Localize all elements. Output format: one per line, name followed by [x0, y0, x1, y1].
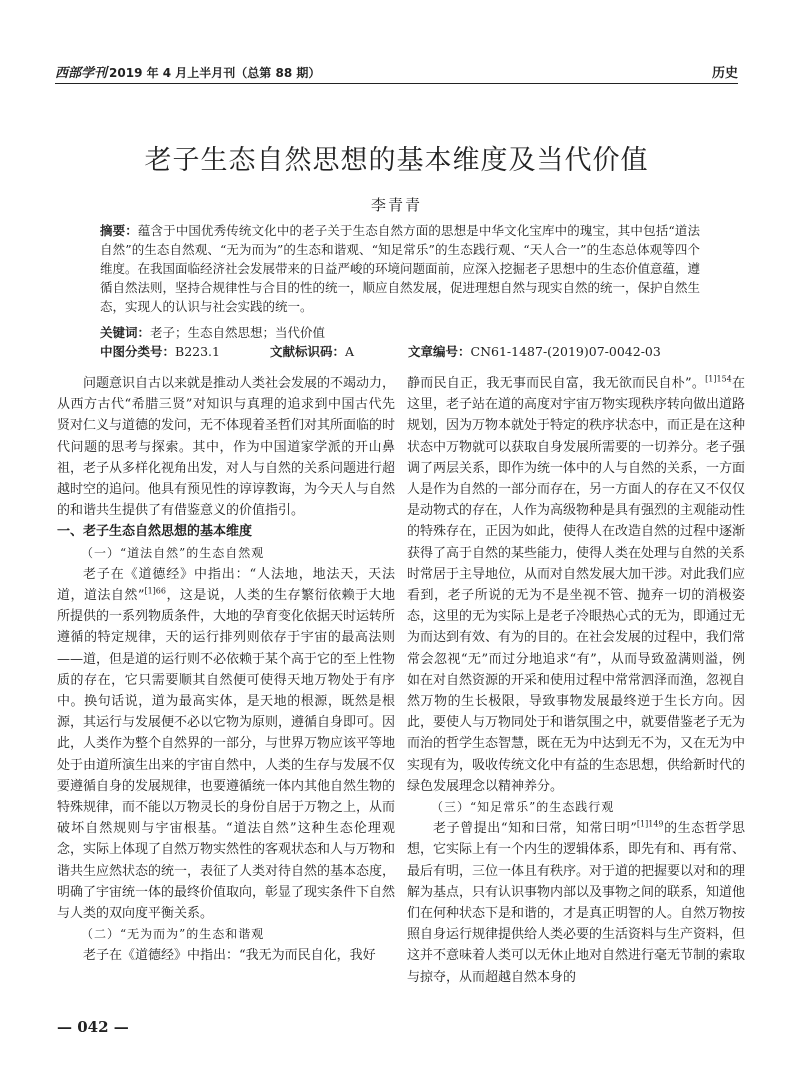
article-title: 老子生态自然思想的基本维度及当代价值	[144, 145, 649, 176]
paragraph-text: 静而民自正，我无事而民自富，我无欲而民自朴”。	[407, 376, 706, 391]
doc-code	[270, 342, 354, 361]
doc-label: 文献标识码：	[270, 344, 346, 359]
keywords	[100, 323, 700, 342]
abstract-text: 蕴含于中国优秀传统文化中的老子关于生态自然方面的思想是中华文化宝库中的瑰宝，其中包括“道法自然”的生态自然观、“无为而为”的生态和谐观、“知足常乐”的生态践行观、“天人合一”的生态总体观等四个维度。在我国面临经济社会发展带来的日益严峻的环境问题面前，应深入挖掘老子思想中的生态价值意蕴，遵循自然法则，坚持合规律性与合目的性的统一，顺应自然发展，促进理想自然与现实自然的统一，保护自然生态，实现人的认识与社会实践的统一。	[100, 223, 701, 314]
paragraph-text: 的生态哲学思想，它实际上有一个内生的逻辑体系，即先有和、再有常、最后有明，三位一体且有秩序。对于道的把握要以对和的理解为基点，只有认识事物内部以及事物之间的联系，知道他们在何种状态下是和谐的，才是真正明智的人。自然万物按照自身运行规律提供给人类必要的生活资料与生产资料，但这并不意味着人类可以无休止地对自然进行毫无节制的索取与掠夺，从而超越自然本身的	[407, 821, 746, 985]
body-paragraph	[407, 818, 745, 988]
citation-ref: [1]154	[705, 374, 732, 384]
clc-value: B223.1	[175, 344, 220, 359]
right-column	[407, 373, 745, 988]
left-column	[57, 373, 395, 967]
article-value: CN61-1487-(2019)07-0042-03	[470, 344, 661, 359]
body-paragraph	[57, 564, 395, 924]
subsection-heading-1: （一）“道法自然”的生态自然观	[81, 545, 265, 560]
issue-info: 2019 年 4 月上半月刊（总第 88 期）	[109, 66, 321, 80]
running-header	[55, 60, 738, 82]
section-heading-1: 一、老子生态自然思想的基本维度	[57, 524, 253, 540]
clc-number	[100, 342, 220, 361]
journal-issue	[55, 62, 320, 81]
body-paragraph: 老子在《道德经》中指出：“我无为而民自化，我好	[83, 948, 376, 964]
citation-ref: [1]149	[636, 819, 664, 829]
subsection-heading-3: （三）“知足常乐”的生态践行观	[431, 800, 615, 815]
abstract-label: 摘要：	[100, 223, 138, 238]
keywords-text: 老子；生态自然思想；当代价值	[150, 325, 326, 340]
author-name: 李青青	[370, 196, 422, 214]
article-number	[408, 342, 661, 361]
body-paragraph	[407, 373, 745, 797]
keywords-label: 关键词：	[100, 325, 151, 340]
intro-paragraph: 问题意识自古以来就是推动人类社会发展的不竭动力，从西方古代“希腊三贤”对知识与真理的追求到中国古代先贤对仁义与道德的发问，无不体现着圣哲们对其所面临的时代问题的思考与探索。其中，作为中国道家学派的开山鼻祖，老子从多样化视角出发，对人与自然的关系问题进行超越时空的追问。他具有预见性的谆谆教诲，为今天人与自然的和谐共生提供了有借鉴意义的价值指引。	[57, 376, 396, 519]
paragraph-text: 在这里，老子站在道的高度对宇宙万物实现秩序转向做出道路规划，因为万物本就处于特定的秩序状态中，而正是在这种状态中万物就可以获取自身发展所需要的一切养分。老子强调了两层关系，即作为统一体中的人与自然的关系，一方面人是作为自然的一部分而存在，另一方面人的存在又不仅仅是动物式的存在，人作为高级物种是具有强烈的主观能动性的特殊存在，正因为如此，使得人在改造自然的过程中逐渐获得了高于自然的某些能力，使得人类在处理与自然的关系时常居于主导地位，从而对自然发展大加干涉。对此我们应看到，老子所说的无为不是坐视不管、抛弃一切的消极姿态，这里的无为实际上是老子冷眼热心式的无为，即通过无为而达到有效、有为的目的。在社会发展的过程中，我们常常会忽视“无”而过分地追求“有”，从而导致盈满则溢，例如在对自然资源的开采和使用过程中常常泗泽而渔，忽视自然万物的生长极限，导致事物发展最终逆于生长方向。因此，要使人与万物同处于和谐氛围之中，就要借鉴老子无为而治的哲学生态智慧，既在无为中达到无不为，又在无为中实现有为，吸收传统文化中有益的生态思想，供给新时代的绿色发展理念以精神养分。	[407, 376, 746, 794]
section-label: 历史	[711, 66, 738, 81]
paragraph-text: 老子曾提出“知和曰常，知常曰明”	[433, 821, 637, 837]
doc-value: A	[345, 344, 355, 359]
article-label: 文章编号：	[408, 344, 471, 359]
abstract	[100, 221, 700, 316]
subsection-heading-2: （二）“无为而为”的生态和谐观	[81, 927, 265, 942]
header-rule	[55, 83, 738, 84]
paragraph-text: 老子在《道德经》中指出：“人法地，地法天，天法道，道法自然”	[57, 566, 395, 604]
journal-logo: 西部学刊	[55, 66, 108, 81]
citation-ref: [1]66	[144, 586, 166, 596]
paragraph-text: ，这是说，人类的生存繁衍依赖于大地所提供的一系列物质条件，大地的孕育变化依据天时运转所遵循的特定规律，天的运行排列则依存于宇宙的最高法则——道，但是道的运行则不必依赖于某个高于它的至上性物质的存在，它只需要顺其自然便可使得天地万物处于有序中。换句话说，道为最高实体，是天地的根源，既然是根源，其运行与发展便不必以它物为原则，遵循自身即可。因此，人类作为整个自然界的一部分，与世界万物应该平等地处于由道所演生出来的宇宙自然中，人类的生存与发展不仅要遵循自身的发展规律，也要遵循统一体内其他自然生物的特殊规律，而不能以万物灵长的身份自居于万物之上，从而破坏自然规则与宇宙根基。“道法自然”这种生态伦理观念，实际上体现了自然万物实然性的客观状态和人与万物和谐共生应然状态的统一，表征了人类对待自然的基本态度，明确了宇宙统一体的最终价值取向，彰显了现实条件下自然与人类的双向度平衡关系。	[57, 588, 396, 922]
page-number: — 042 —	[57, 1018, 129, 1036]
clc-label: 中图分类号：	[100, 344, 176, 359]
